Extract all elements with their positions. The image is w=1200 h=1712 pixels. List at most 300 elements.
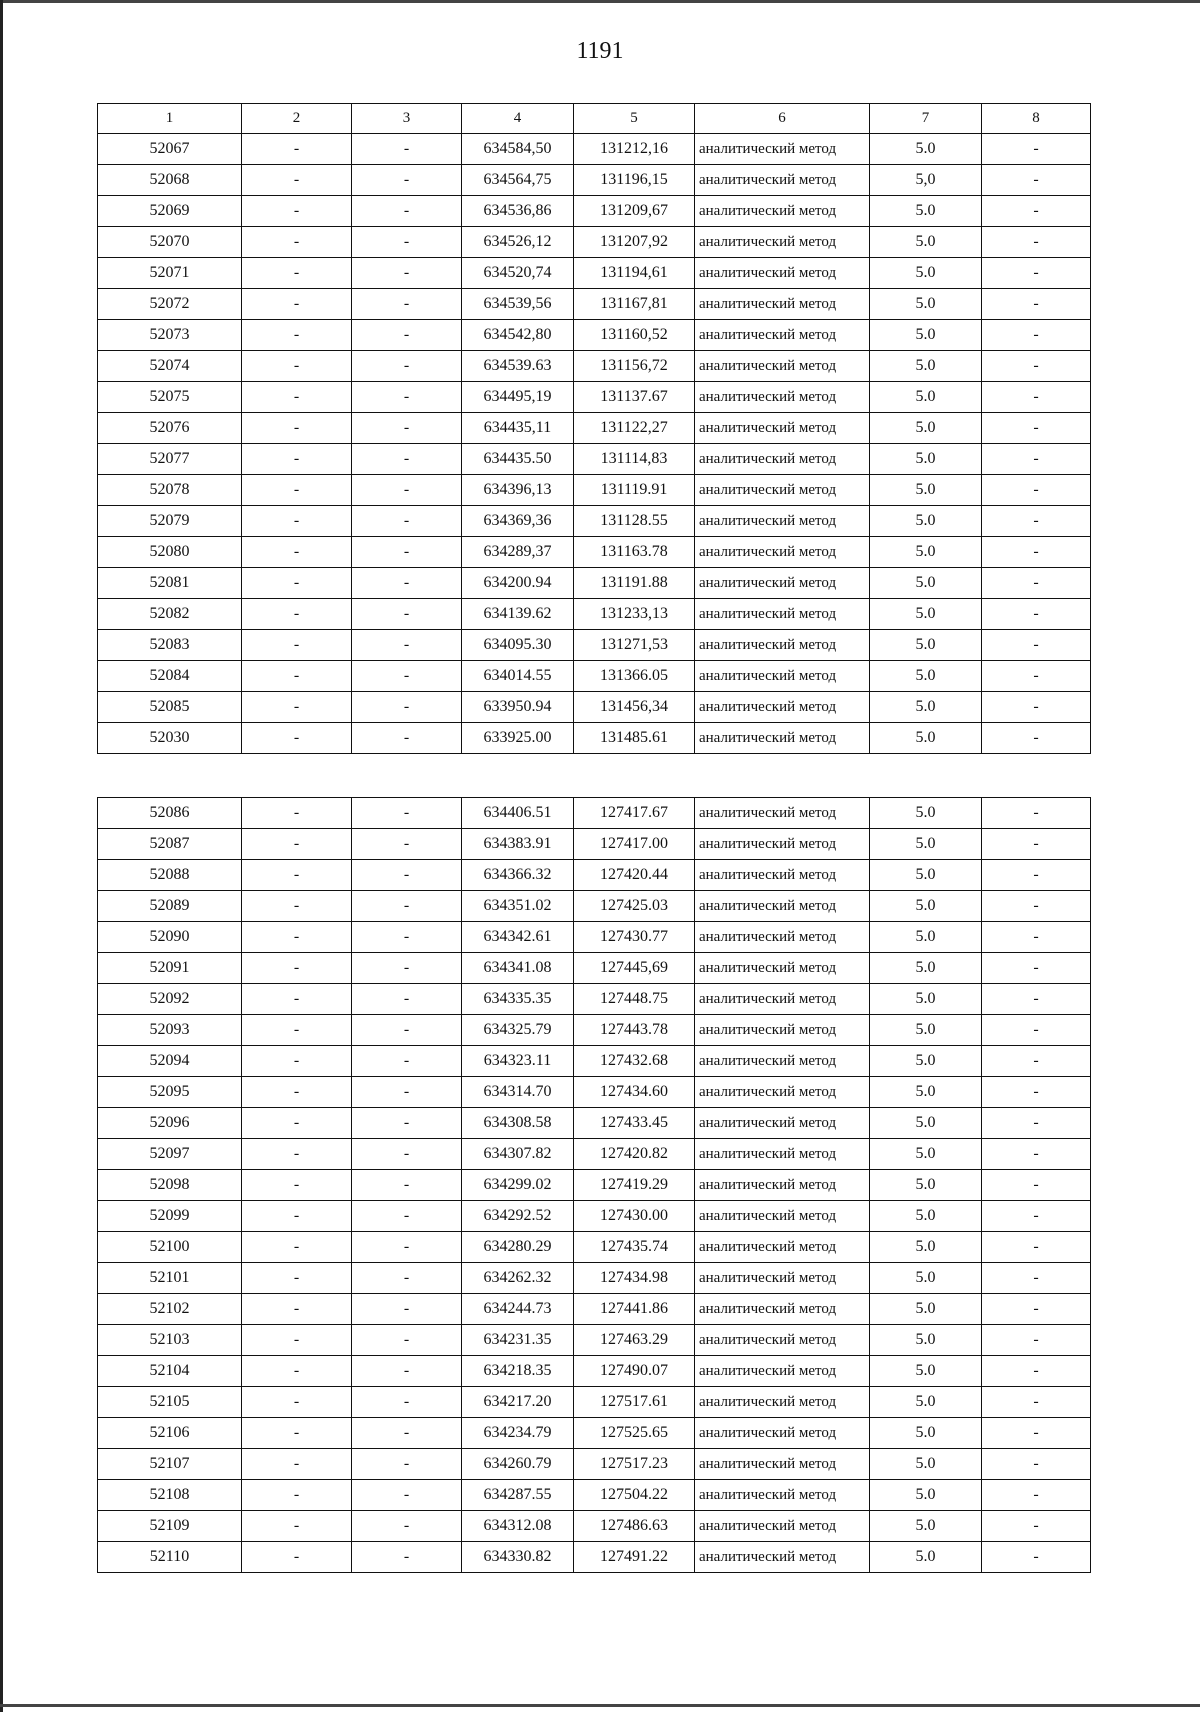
cell-point-number: 52107 — [98, 1449, 242, 1480]
cell-col-8: - — [982, 661, 1091, 692]
cell-coord-x: 634369,36 — [462, 506, 574, 537]
table-row — [98, 692, 1091, 723]
table-row — [98, 1139, 1091, 1170]
cell-accuracy: 5.0 — [870, 289, 982, 320]
cell-col-2: - — [242, 1263, 352, 1294]
cell-method: аналитический метод — [695, 1511, 870, 1542]
cell-col-8: - — [982, 1511, 1091, 1542]
cell-point-number: 52089 — [98, 891, 242, 922]
cell-accuracy: 5.0 — [870, 953, 982, 984]
cell-point-number: 52101 — [98, 1263, 242, 1294]
cell-accuracy: 5.0 — [870, 1108, 982, 1139]
cell-col-8: - — [982, 444, 1091, 475]
cell-col-2: - — [242, 1325, 352, 1356]
cell-col-2: - — [242, 1108, 352, 1139]
cell-point-number: 52110 — [98, 1542, 242, 1573]
cell-coord-x: 634231.35 — [462, 1325, 574, 1356]
cell-col-8: - — [982, 320, 1091, 351]
cell-method: аналитический метод — [695, 1325, 870, 1356]
cell-point-number: 52076 — [98, 413, 242, 444]
table-row — [98, 1480, 1091, 1511]
cell-col-2: - — [242, 723, 352, 754]
cell-col-8: - — [982, 413, 1091, 444]
cell-coord-y: 131196,15 — [574, 165, 695, 196]
cell-point-number: 52102 — [98, 1294, 242, 1325]
cell-col-8: - — [982, 860, 1091, 891]
cell-accuracy: 5.0 — [870, 1511, 982, 1542]
cell-col-2: - — [242, 630, 352, 661]
cell-col-2: - — [242, 475, 352, 506]
cell-col-3: - — [352, 1015, 462, 1046]
cell-coord-x: 634526,12 — [462, 227, 574, 258]
cell-coord-y: 127504.22 — [574, 1480, 695, 1511]
cell-col-2: - — [242, 1356, 352, 1387]
cell-coord-x: 634218.35 — [462, 1356, 574, 1387]
cell-coord-y: 127517.61 — [574, 1387, 695, 1418]
table-row — [98, 1015, 1091, 1046]
cell-coord-x: 634234.79 — [462, 1418, 574, 1449]
table-row — [98, 1542, 1091, 1573]
cell-coord-y: 131209,67 — [574, 196, 695, 227]
cell-point-number: 52105 — [98, 1387, 242, 1418]
cell-col-2: - — [242, 829, 352, 860]
cell-coord-y: 131207,92 — [574, 227, 695, 258]
table-row — [98, 382, 1091, 413]
table-row — [98, 475, 1091, 506]
cell-col-8: - — [982, 1108, 1091, 1139]
cell-col-3: - — [352, 1356, 462, 1387]
cell-col-8: - — [982, 1418, 1091, 1449]
cell-method: аналитический метод — [695, 1480, 870, 1511]
cell-accuracy: 5.0 — [870, 1480, 982, 1511]
cell-coord-x: 634323.11 — [462, 1046, 574, 1077]
cell-point-number: 52099 — [98, 1201, 242, 1232]
cell-col-3: - — [352, 165, 462, 196]
cell-col-3: - — [352, 227, 462, 258]
cell-method: аналитический метод — [695, 1139, 870, 1170]
cell-point-number: 52106 — [98, 1418, 242, 1449]
cell-col-2: - — [242, 661, 352, 692]
cell-coord-x: 634542,80 — [462, 320, 574, 351]
cell-point-number: 52074 — [98, 351, 242, 382]
table-row — [98, 320, 1091, 351]
cell-accuracy: 5,0 — [870, 165, 982, 196]
cell-accuracy: 5.0 — [870, 1139, 982, 1170]
cell-accuracy: 5.0 — [870, 1077, 982, 1108]
cell-method: аналитический метод — [695, 798, 870, 829]
cell-method: аналитический метод — [695, 382, 870, 413]
cell-col-8: - — [982, 984, 1091, 1015]
scan-edge-bottom — [0, 1704, 1200, 1707]
cell-col-3: - — [352, 475, 462, 506]
cell-point-number: 52092 — [98, 984, 242, 1015]
header-cell-point-number: 1 — [98, 104, 242, 134]
cell-coord-y: 127434.98 — [574, 1263, 695, 1294]
cell-col-2: - — [242, 984, 352, 1015]
table-row — [98, 1201, 1091, 1232]
table-row — [98, 165, 1091, 196]
cell-coord-x: 634312.08 — [462, 1511, 574, 1542]
header-cell-method: 6 — [695, 104, 870, 134]
cell-method: аналитический метод — [695, 891, 870, 922]
cell-col-3: - — [352, 829, 462, 860]
cell-col-8: - — [982, 1356, 1091, 1387]
cell-col-2: - — [242, 860, 352, 891]
cell-coord-x: 634330.82 — [462, 1542, 574, 1573]
cell-point-number: 52085 — [98, 692, 242, 723]
cell-point-number: 52087 — [98, 829, 242, 860]
table-row — [98, 953, 1091, 984]
cell-accuracy: 5.0 — [870, 258, 982, 289]
cell-coord-y: 127417.00 — [574, 829, 695, 860]
cell-coord-x: 634341.08 — [462, 953, 574, 984]
header-cell-coord-x: 4 — [462, 104, 574, 134]
cell-coord-x: 634366.32 — [462, 860, 574, 891]
cell-point-number: 52081 — [98, 568, 242, 599]
table-row — [98, 196, 1091, 227]
cell-col-8: - — [982, 1325, 1091, 1356]
cell-method: аналитический метод — [695, 537, 870, 568]
cell-accuracy: 5.0 — [870, 798, 982, 829]
coordinates-table-bottom — [97, 797, 1091, 1573]
cell-col-2: - — [242, 1170, 352, 1201]
cell-point-number: 52090 — [98, 922, 242, 953]
cell-accuracy: 5.0 — [870, 1046, 982, 1077]
cell-method: аналитический метод — [695, 599, 870, 630]
header-cell-col-8: 8 — [982, 104, 1091, 134]
cell-coord-x: 634314.70 — [462, 1077, 574, 1108]
cell-col-2: - — [242, 506, 352, 537]
table-row — [98, 444, 1091, 475]
cell-accuracy: 5.0 — [870, 1449, 982, 1480]
header-cell-col-2: 2 — [242, 104, 352, 134]
cell-point-number: 52068 — [98, 165, 242, 196]
cell-coord-x: 634014.55 — [462, 661, 574, 692]
cell-method: аналитический метод — [695, 413, 870, 444]
cell-col-3: - — [352, 1294, 462, 1325]
cell-method: аналитический метод — [695, 922, 870, 953]
cell-method: аналитический метод — [695, 196, 870, 227]
scan-edge-left — [0, 0, 3, 1712]
cell-method: аналитический метод — [695, 134, 870, 165]
cell-point-number: 52095 — [98, 1077, 242, 1108]
cell-coord-y: 127419.29 — [574, 1170, 695, 1201]
cell-coord-x: 634536,86 — [462, 196, 574, 227]
cell-col-8: - — [982, 1263, 1091, 1294]
cell-accuracy: 5.0 — [870, 351, 982, 382]
cell-point-number: 52082 — [98, 599, 242, 630]
cell-accuracy: 5.0 — [870, 922, 982, 953]
cell-col-8: - — [982, 165, 1091, 196]
cell-col-2: - — [242, 1449, 352, 1480]
cell-accuracy: 5.0 — [870, 444, 982, 475]
cell-col-2: - — [242, 599, 352, 630]
cell-coord-y: 127491.22 — [574, 1542, 695, 1573]
cell-point-number: 52098 — [98, 1170, 242, 1201]
cell-col-8: - — [982, 351, 1091, 382]
cell-method: аналитический метод — [695, 227, 870, 258]
cell-coord-x: 634325.79 — [462, 1015, 574, 1046]
cell-coord-x: 634406.51 — [462, 798, 574, 829]
cell-coord-x: 634351.02 — [462, 891, 574, 922]
cell-col-8: - — [982, 1015, 1091, 1046]
cell-accuracy: 5.0 — [870, 382, 982, 413]
cell-coord-x: 634200.94 — [462, 568, 574, 599]
cell-coord-x: 634287.55 — [462, 1480, 574, 1511]
cell-coord-x: 634244.73 — [462, 1294, 574, 1325]
header-row — [98, 104, 1091, 134]
cell-col-8: - — [982, 1046, 1091, 1077]
cell-coord-x: 634495,19 — [462, 382, 574, 413]
cell-col-3: - — [352, 506, 462, 537]
cell-accuracy: 5.0 — [870, 630, 982, 661]
cell-coord-x: 634280.29 — [462, 1232, 574, 1263]
cell-accuracy: 5.0 — [870, 1325, 982, 1356]
cell-col-2: - — [242, 1015, 352, 1046]
cell-method: аналитический метод — [695, 1232, 870, 1263]
table-row — [98, 723, 1091, 754]
cell-coord-y: 131271,53 — [574, 630, 695, 661]
cell-method: аналитический метод — [695, 289, 870, 320]
cell-point-number: 52079 — [98, 506, 242, 537]
table-row — [98, 860, 1091, 891]
cell-coord-x: 634289,37 — [462, 537, 574, 568]
cell-col-3: - — [352, 1139, 462, 1170]
cell-col-3: - — [352, 382, 462, 413]
cell-coord-y: 127432.68 — [574, 1046, 695, 1077]
cell-col-8: - — [982, 227, 1091, 258]
cell-coord-y: 127430.77 — [574, 922, 695, 953]
cell-col-8: - — [982, 1232, 1091, 1263]
cell-coord-y: 131156,72 — [574, 351, 695, 382]
cell-col-8: - — [982, 599, 1091, 630]
cell-col-8: - — [982, 630, 1091, 661]
cell-col-8: - — [982, 134, 1091, 165]
cell-col-3: - — [352, 1170, 462, 1201]
cell-accuracy: 5.0 — [870, 1201, 982, 1232]
cell-point-number: 52097 — [98, 1139, 242, 1170]
cell-accuracy: 5.0 — [870, 506, 982, 537]
cell-accuracy: 5.0 — [870, 320, 982, 351]
cell-method: аналитический метод — [695, 444, 870, 475]
cell-col-3: - — [352, 1325, 462, 1356]
cell-col-2: - — [242, 798, 352, 829]
table-row — [98, 1325, 1091, 1356]
cell-point-number: 52088 — [98, 860, 242, 891]
cell-col-2: - — [242, 1542, 352, 1573]
cell-method: аналитический метод — [695, 1201, 870, 1232]
cell-col-3: - — [352, 723, 462, 754]
cell-col-3: - — [352, 860, 462, 891]
cell-coord-x: 634342.61 — [462, 922, 574, 953]
cell-coord-x: 634139.62 — [462, 599, 574, 630]
table-row — [98, 1046, 1091, 1077]
cell-col-3: - — [352, 1387, 462, 1418]
cell-coord-x: 634435.50 — [462, 444, 574, 475]
cell-col-8: - — [982, 891, 1091, 922]
cell-coord-y: 131163.78 — [574, 537, 695, 568]
cell-coord-x: 634396,13 — [462, 475, 574, 506]
cell-coord-y: 127433.45 — [574, 1108, 695, 1139]
cell-method: аналитический метод — [695, 1418, 870, 1449]
cell-method: аналитический метод — [695, 1108, 870, 1139]
cell-col-8: - — [982, 258, 1091, 289]
cell-coord-x: 634564,75 — [462, 165, 574, 196]
cell-col-8: - — [982, 289, 1091, 320]
cell-point-number: 52080 — [98, 537, 242, 568]
cell-col-8: - — [982, 1139, 1091, 1170]
cell-accuracy: 5.0 — [870, 692, 982, 723]
cell-col-8: - — [982, 1077, 1091, 1108]
cell-point-number: 52077 — [98, 444, 242, 475]
cell-col-2: - — [242, 1418, 352, 1449]
cell-method: аналитический метод — [695, 258, 870, 289]
cell-col-8: - — [982, 1294, 1091, 1325]
table-row — [98, 1449, 1091, 1480]
header-cell-col-3: 3 — [352, 104, 462, 134]
cell-accuracy: 5.0 — [870, 134, 982, 165]
cell-accuracy: 5.0 — [870, 196, 982, 227]
table-row — [98, 351, 1091, 382]
cell-coord-y: 127448.75 — [574, 984, 695, 1015]
cell-col-2: - — [242, 351, 352, 382]
cell-point-number: 52070 — [98, 227, 242, 258]
cell-coord-x: 634095.30 — [462, 630, 574, 661]
table-row — [98, 1356, 1091, 1387]
cell-coord-x: 634435,11 — [462, 413, 574, 444]
cell-accuracy: 5.0 — [870, 1387, 982, 1418]
cell-point-number: 52030 — [98, 723, 242, 754]
cell-col-2: - — [242, 444, 352, 475]
cell-col-2: - — [242, 1387, 352, 1418]
table-row — [98, 1387, 1091, 1418]
cell-col-3: - — [352, 1542, 462, 1573]
cell-point-number: 52078 — [98, 475, 242, 506]
cell-coord-y: 131122,27 — [574, 413, 695, 444]
cell-col-2: - — [242, 320, 352, 351]
cell-coord-y: 127517.23 — [574, 1449, 695, 1480]
cell-col-8: - — [982, 1480, 1091, 1511]
cell-point-number: 52103 — [98, 1325, 242, 1356]
cell-col-3: - — [352, 599, 462, 630]
cell-coord-y: 127445,69 — [574, 953, 695, 984]
cell-col-2: - — [242, 382, 352, 413]
cell-coord-y: 127525.65 — [574, 1418, 695, 1449]
cell-col-3: - — [352, 134, 462, 165]
cell-col-2: - — [242, 953, 352, 984]
cell-col-3: - — [352, 692, 462, 723]
table-row — [98, 537, 1091, 568]
cell-col-8: - — [982, 798, 1091, 829]
cell-col-8: - — [982, 1170, 1091, 1201]
cell-point-number: 52093 — [98, 1015, 242, 1046]
cell-col-3: - — [352, 1511, 462, 1542]
cell-accuracy: 5.0 — [870, 475, 982, 506]
cell-col-8: - — [982, 953, 1091, 984]
cell-coord-y: 127443.78 — [574, 1015, 695, 1046]
cell-col-3: - — [352, 351, 462, 382]
table-row — [98, 227, 1091, 258]
cell-col-3: - — [352, 984, 462, 1015]
cell-point-number: 52072 — [98, 289, 242, 320]
cell-accuracy: 5.0 — [870, 984, 982, 1015]
cell-point-number: 52075 — [98, 382, 242, 413]
cell-col-8: - — [982, 537, 1091, 568]
cell-method: аналитический метод — [695, 1015, 870, 1046]
table-row — [98, 568, 1091, 599]
cell-col-3: - — [352, 537, 462, 568]
cell-coord-y: 131485.61 — [574, 723, 695, 754]
cell-col-3: - — [352, 1201, 462, 1232]
cell-col-3: - — [352, 798, 462, 829]
cell-method: аналитический метод — [695, 1356, 870, 1387]
table-row — [98, 258, 1091, 289]
cell-point-number: 52091 — [98, 953, 242, 984]
cell-col-8: - — [982, 568, 1091, 599]
cell-col-2: - — [242, 1511, 352, 1542]
cell-point-number: 52108 — [98, 1480, 242, 1511]
cell-col-3: - — [352, 320, 462, 351]
cell-method: аналитический метод — [695, 630, 870, 661]
cell-method: аналитический метод — [695, 1046, 870, 1077]
cell-col-3: - — [352, 289, 462, 320]
cell-coord-x: 634539.63 — [462, 351, 574, 382]
cell-coord-y: 131114,83 — [574, 444, 695, 475]
cell-method: аналитический метод — [695, 860, 870, 891]
table-row — [98, 1511, 1091, 1542]
cell-col-3: - — [352, 1449, 462, 1480]
cell-method: аналитический метод — [695, 1170, 870, 1201]
cell-method: аналитический метод — [695, 1542, 870, 1573]
cell-col-2: - — [242, 922, 352, 953]
cell-coord-y: 127486.63 — [574, 1511, 695, 1542]
cell-accuracy: 5.0 — [870, 1015, 982, 1046]
cell-col-2: - — [242, 537, 352, 568]
cell-method: аналитический метод — [695, 165, 870, 196]
cell-coord-y: 127417.67 — [574, 798, 695, 829]
cell-accuracy: 5.0 — [870, 227, 982, 258]
cell-coord-x: 634307.82 — [462, 1139, 574, 1170]
cell-point-number: 52069 — [98, 196, 242, 227]
cell-col-2: - — [242, 692, 352, 723]
cell-col-3: - — [352, 1418, 462, 1449]
cell-coord-x: 633950.94 — [462, 692, 574, 723]
cell-point-number: 52094 — [98, 1046, 242, 1077]
cell-method: аналитический метод — [695, 829, 870, 860]
header-cell-coord-y: 5 — [574, 104, 695, 134]
cell-accuracy: 5.0 — [870, 723, 982, 754]
cell-accuracy: 5.0 — [870, 1232, 982, 1263]
cell-col-2: - — [242, 413, 352, 444]
cell-coord-x: 634308.58 — [462, 1108, 574, 1139]
cell-coord-y: 131212,16 — [574, 134, 695, 165]
cell-accuracy: 5.0 — [870, 413, 982, 444]
cell-method: аналитический метод — [695, 1077, 870, 1108]
cell-col-3: - — [352, 1077, 462, 1108]
cell-col-2: - — [242, 891, 352, 922]
coordinates-table-top — [97, 103, 1091, 754]
cell-col-8: - — [982, 382, 1091, 413]
cell-col-2: - — [242, 289, 352, 320]
cell-col-3: - — [352, 1480, 462, 1511]
cell-method: аналитический метод — [695, 953, 870, 984]
table-row — [98, 1170, 1091, 1201]
table-row — [98, 289, 1091, 320]
cell-col-8: - — [982, 1201, 1091, 1232]
cell-coord-y: 131194,61 — [574, 258, 695, 289]
cell-method: аналитический метод — [695, 320, 870, 351]
cell-coord-y: 131119.91 — [574, 475, 695, 506]
